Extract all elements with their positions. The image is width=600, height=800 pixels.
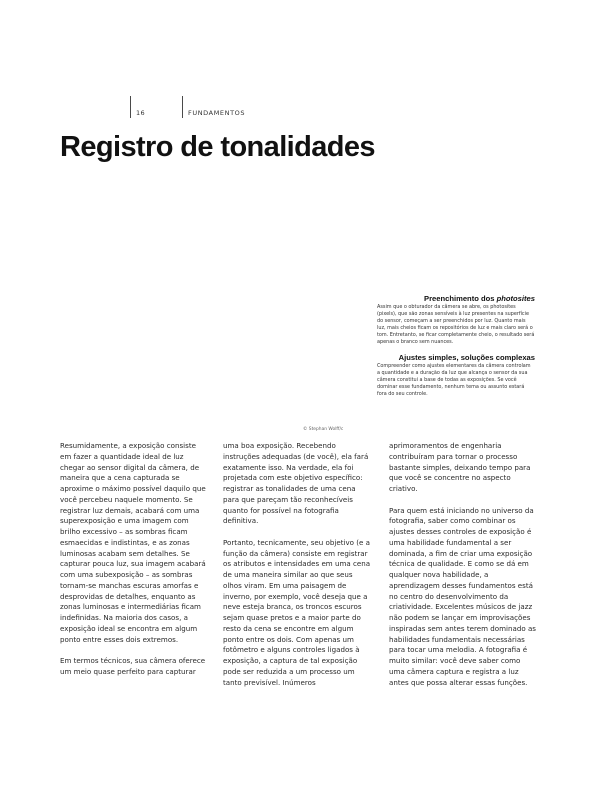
page-title: Registro de tonalidades [60,131,375,163]
section-label: FUNDAMENTOS [188,109,246,117]
photo-credit: © Stephan Wolff/c [303,427,344,432]
caption-title-photosites: Preenchimento dos photosites [424,294,535,303]
paragraph: Em termos técnicos, sua câmera oferece um meio quase perfeito para capturar [60,656,206,676]
caption-title-ajustes: Ajustes simples, soluções complexas [398,352,535,362]
paragraph: uma boa exposição. Recebendo instruções adequadas (de você), ela fará exatamente isso. Na verdade, ela foi projetada com este objetivo específico: registrar as tonalidades de uma cena para que pareçam tão reconhecíveis quanto for possível na fotografia definitiva. [223,441,369,526]
caption-text-photosites: Assim que o obturador da câmera se abre, os photosites (pixels), que são zonas sensíveis à luz presentes na superfície do sensor, começam a ser preenchidos por luz. Quanto mais luz, mais cheios ficam os repositórios de luz e mais claro será o tom. Entretanto, se ficar completamente cheio, o resultado será apenas o branco sem nuances. [377,304,535,346]
header-rule-right [182,96,183,118]
body-column-3 [389,441,537,699]
paragraph: Para quem está iniciando no universo da fotografia, saber como combinar os ajustes desses controles de exposição é uma habilidade fundamental a ser dominada, a fim de criar uma exposição técnica de qualidade. E como se dá em qualquer nova habilidade, a aprendizagem desses fundamentos está no centro do desenvolvimento da criatividade. Excelentes músicos de jazz não podem se lançar em improvisações inspiradas sem antes terem dominado as habilidades fundamentais necessárias para tocar uma melodia. A fotografia é muito similar: você deve saber como uma câmera captura e registra a luz antes que possa alterar essas funções. [389,505,537,687]
paragraph: aprimoramentos de engenharia contribuíram para tornar o processo bastante simples, deixando tempo para que você se concentre no aspecto criativo. [389,441,531,493]
photo-caption [377,294,535,404]
paragraph: Portanto, tecnicamente, seu objetivo (e a função da câmera) consiste em registrar os atributos e intensidades em uma cena de uma maneira similar ao que seus olhos viram. Em uma paisagem de inverno, por exemplo, você deseja que a neve esteja branca, os troncos escuros sejam quase pretos e a maior parte do resto da cena se encontre em algum ponto entre os dois. Com apenas um fotômetro e alguns controles ligados à exposição, a captura de tal exposição pode ser reduzida a um processo um tanto previsível. Inúmeros [223,537,371,687]
paragraph: Resumidamente, a exposição consiste em fazer a quantidade ideal de luz chegar ao sensor digital da câmera, de maneira que a cena capturada se aproxime o máximo possível daquilo que você percebeu naquele momento. Se registrar luz demais, acabará com uma superexposição e uma imagem com brilho excessivo – as sombras ficam esmaecidas e indistintas, e as zonas luminosas acabam sem detalhes. Se capturar pouca luz, sua imagem acabará com uma subexposição – as sombras tornam-se manchas escuras amorfas e desprovidas de detalhes, enquanto as zonas luminosas e intermediárias ficam indefinidas. Na maioria dos casos, a exposição ideal se encontra em algum ponto entre esses dois extremos. [60,441,206,644]
caption-text-ajustes: Compreender como ajustes elementares da câmera controlam a quantidade e a duração da luz que alcança o sensor da sua câmera constitui a base de todas as exposições. Se você dominar esse fundamento, nenhum tema ou assunto estará fora do seu controle. [377,362,531,397]
header-rule-left [130,96,131,118]
body-column-2 [223,441,371,699]
page-number: 16 [136,109,146,117]
body-column-1 [60,441,208,688]
